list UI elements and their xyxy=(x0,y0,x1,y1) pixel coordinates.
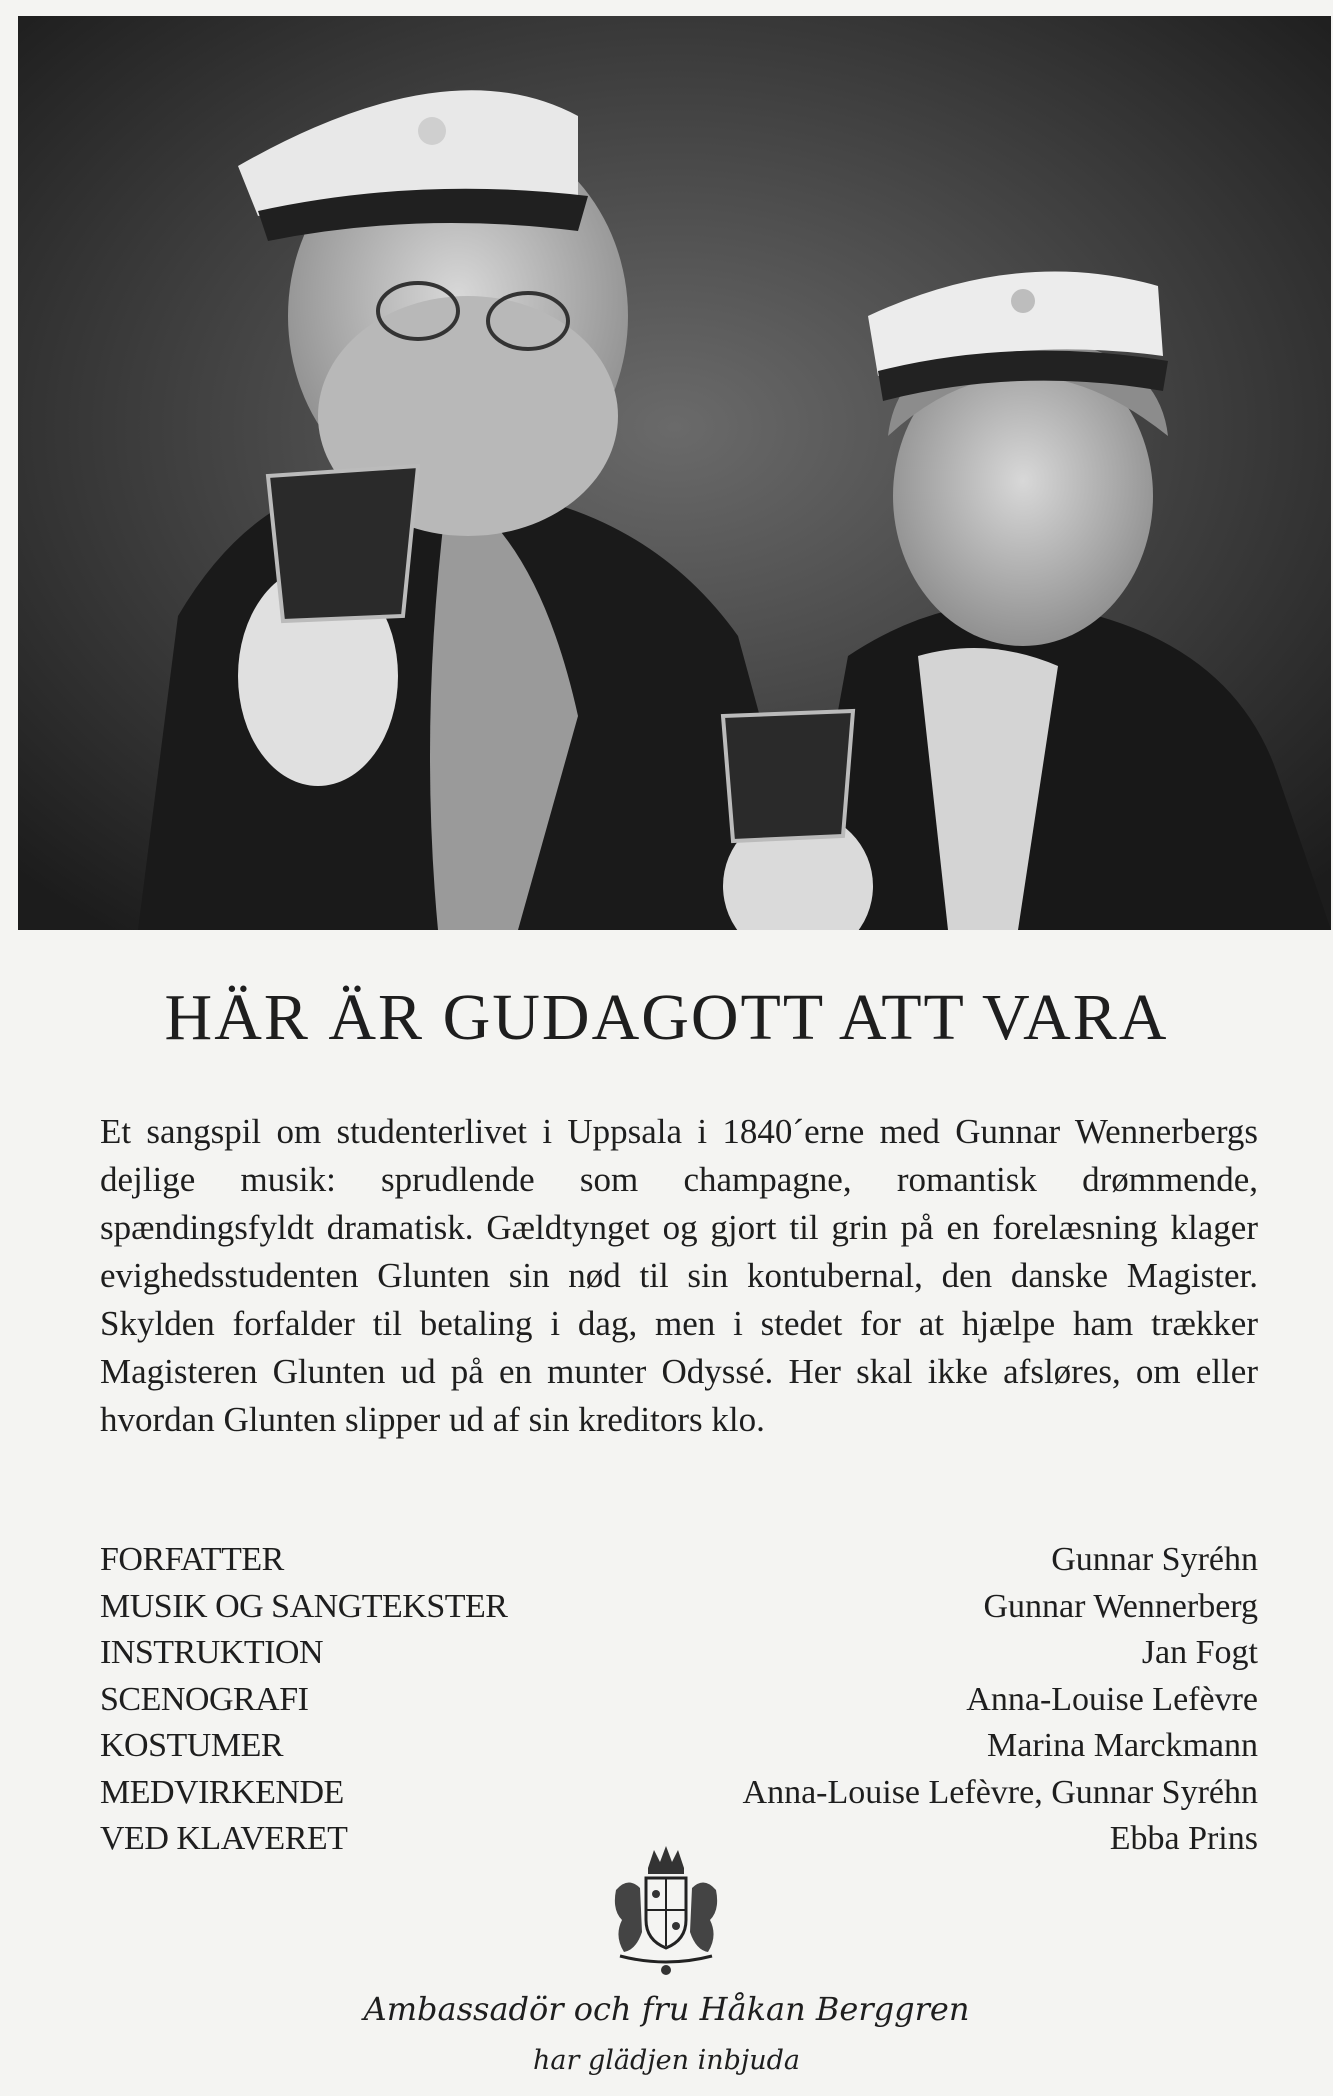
credits-list xyxy=(100,1537,1258,1863)
credit-value: Anna-Louise Lefèvre, Gunnar Syréhn xyxy=(742,1773,1258,1811)
credit-value: Gunnar Wennerberg xyxy=(983,1587,1258,1625)
credit-value: Gunnar Syréhn xyxy=(1051,1541,1258,1578)
credit-label: INSTRUKTION xyxy=(100,1634,324,1671)
coat-of-arms-icon xyxy=(606,1840,726,1980)
credit-row xyxy=(100,1677,1258,1724)
credit-row xyxy=(100,1630,1258,1677)
page-title: HÄR ÄR GUDAGOTT ATT VARA xyxy=(164,981,1169,1054)
credit-label: KOSTUMER xyxy=(100,1727,284,1764)
credit-value: Jan Fogt xyxy=(1141,1634,1258,1671)
credit-row xyxy=(100,1537,1258,1584)
credit-value: Anna-Louise Lefèvre xyxy=(966,1680,1258,1718)
credit-row xyxy=(100,1770,1258,1817)
invitation-text: har glädjen inbjuda xyxy=(532,2045,801,2076)
credit-label: MEDVIRKENDE xyxy=(100,1773,344,1811)
credit-label: SCENOGRAFI xyxy=(100,1680,309,1718)
credit-label: MUSIK OG SANGTEKSTER xyxy=(100,1587,508,1625)
credit-value: Ebba Prins xyxy=(1109,1820,1258,1857)
credit-label: FORFATTER xyxy=(100,1541,284,1578)
promo-photo xyxy=(18,16,1331,930)
description-paragraph: Et sangspil om studenterlivet i Uppsala i 1840´erne med Gunnar Wennerbergs dejlige musik: sprudlende som champagne, romantisk drømmende, spændingsfyldt dramatisk. Gældtynget og gjort til grin på en forelæsning klager evighedsstudenten Glunten sin nød til sin kontubernal, den danske Magister. Skylden forfalder til betaling i dag, men i stedet for at hjælpe ham trækker Magisteren Glunten ud på en munter Odyssé. Her skal ikke afsløres, om eller hvordan Glunten slipper ud af sin kreditors klo. xyxy=(100,1112,1258,1439)
credit-row xyxy=(100,1584,1258,1631)
credit-value: Marina Marckmann xyxy=(987,1727,1258,1764)
credit-row xyxy=(100,1723,1258,1770)
invitation-host: Ambassadör och fru Håkan Berggren xyxy=(363,1990,970,2028)
credit-label: VED KLAVERET xyxy=(100,1820,348,1857)
